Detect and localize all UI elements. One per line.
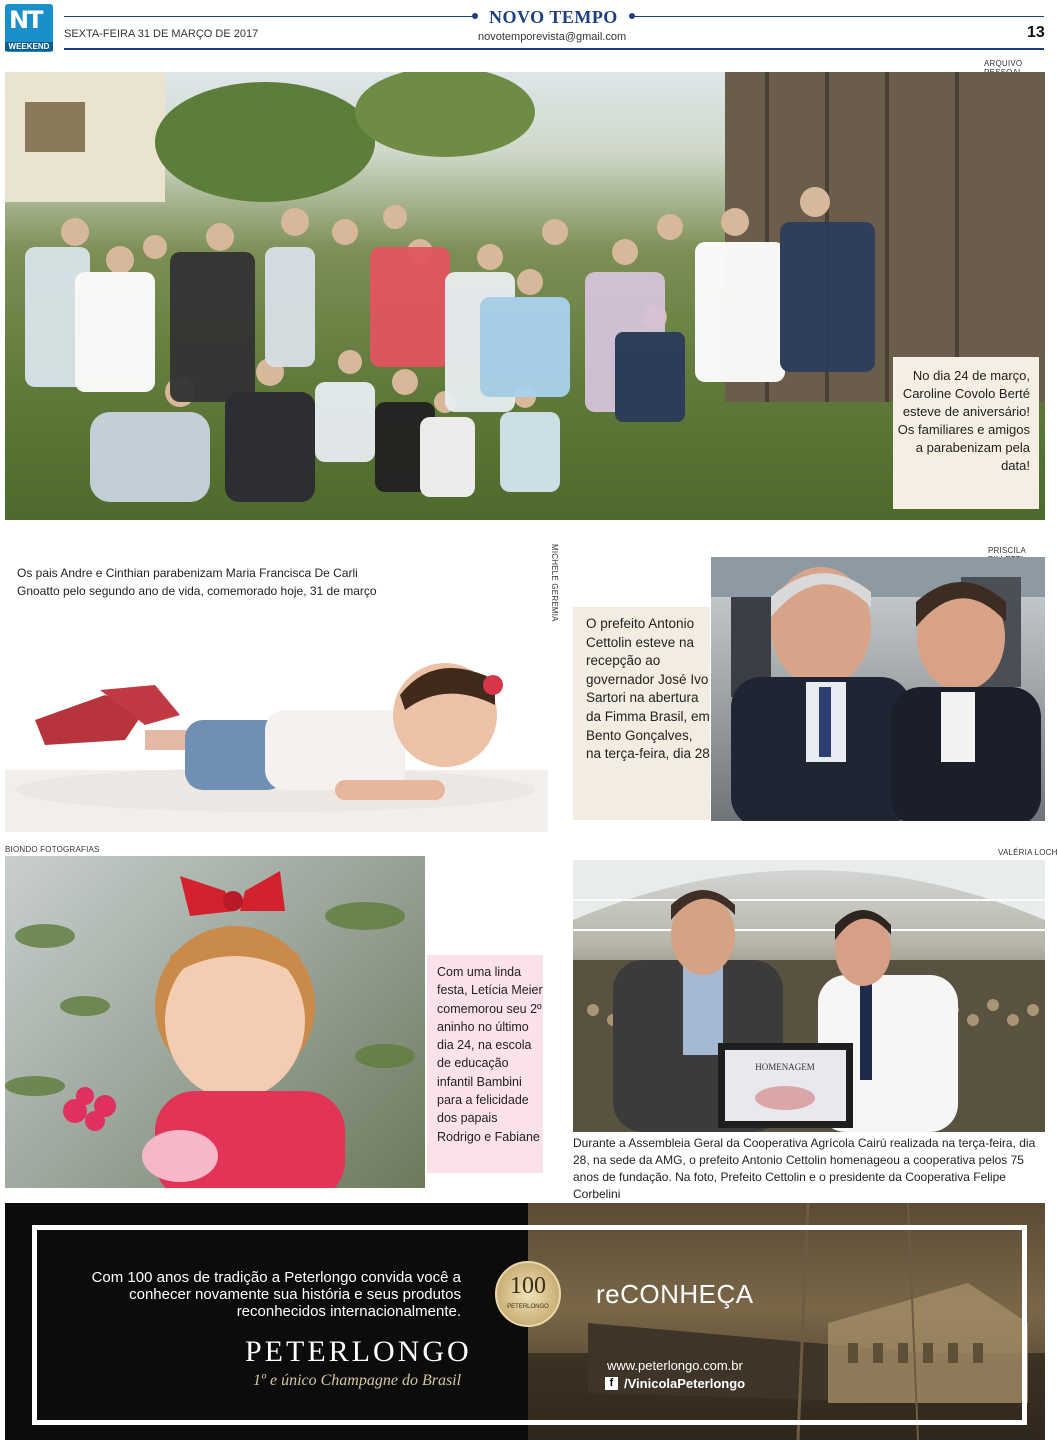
photo-credit: BIONDO FOTOGRAFIAS (5, 845, 100, 854)
birthday-message: Os pais Andre e Cinthian parabenizam Maria Francisca De Carli Gnoatto pelo segundo ano de vida, comemorado hoje, 31 de março (17, 566, 377, 598)
publication-title: NOVO TEMPO (489, 7, 618, 27)
newspaper-logo[interactable] (5, 4, 53, 52)
toddler-illustration (5, 856, 425, 1188)
seal-label: PETERLONGO (507, 1304, 549, 1310)
logo-subtitle: WEEKEND (5, 42, 53, 51)
cooperative-illustration (573, 860, 1045, 1132)
governor-caption: O prefeito Antonio Cettolin esteve na recepção ao governador José Ivo Sartori na abertura da Fimma Brasil, em Bento Gonçalves, na terça-feira, dia 28 (573, 607, 710, 820)
plaque-title: HOMENAGEM (755, 1062, 815, 1072)
header-dot-right (629, 13, 635, 19)
page-number: 13 (1027, 24, 1045, 41)
facebook-icon: f (605, 1377, 618, 1390)
toddler-photo (5, 856, 425, 1188)
group-photo-caption: No dia 24 de março, Caroline Covolo Berté esteve de aniversário! Os familiares e amigos a parabenizam pela data! (893, 357, 1039, 509)
header-rule-right (632, 16, 1044, 17)
cooperative-photo (573, 860, 1045, 1132)
cooperative-caption: Durante a Assembleia Geral da Cooperativa Agrícola Cairú realizada na terça-feira, dia 28, na sede da AMG, o prefeito Antonio Cettolin homenageou a cooperativa pelos 75 anos de fundação. Na foto, Prefeito Cettolin e o presidente da Cooperativa Felipe Corbelini (573, 1136, 1036, 1201)
ad-message: Com 100 anos de tradição a Peterlongo convida você a conhecer novamente sua história e seus produtos reconhecidos internacionalmente. (91, 1269, 461, 1320)
group-photo-illustration (5, 72, 1045, 520)
toddler-caption: Com uma linda festa, Letícia Meier comemorou seu 2º aninho no último dia 24, na escola de educação infantil Bambini para a felicidade dos papais Rodrigo e Fabiane (427, 955, 543, 1173)
photo-credit: MICHELE GEREMIA (550, 544, 559, 622)
seal-number: 100 (510, 1273, 546, 1299)
ad-tagline: 1º e único Champagne do Brasil (253, 1372, 462, 1389)
contact-email[interactable]: novotemporevista@gmail.com (478, 31, 627, 43)
group-photo (5, 72, 1045, 520)
photo-credit: PRISCILA (988, 546, 1026, 555)
governor-illustration (711, 557, 1045, 821)
photo-credit: ARQUIVO (984, 59, 1023, 68)
centenary-seal (495, 1261, 561, 1327)
logo-letters: NT (9, 6, 42, 34)
peterlongo-advertisement[interactable] (5, 1203, 1045, 1440)
ad-headline: reCONHEÇA (596, 1279, 754, 1309)
ad-brand: PETERLONGO (245, 1335, 472, 1368)
ad-facebook[interactable]: /VinicolaPeterlongo (624, 1376, 746, 1391)
header-dot-left (472, 13, 478, 19)
issue-date: SEXTA-FEIRA 31 DE MARÇO DE 2017 (64, 28, 259, 40)
photo-credit: VALÉRIA LOCH (998, 848, 1058, 857)
governor-photo (711, 557, 1045, 821)
baby-lying-photo (5, 620, 548, 832)
ad-website[interactable]: www.peterlongo.com.br (607, 1358, 743, 1373)
header-rule-bottom (64, 48, 1044, 50)
baby-lying-illustration (5, 620, 548, 832)
header-rule-left (64, 16, 474, 17)
